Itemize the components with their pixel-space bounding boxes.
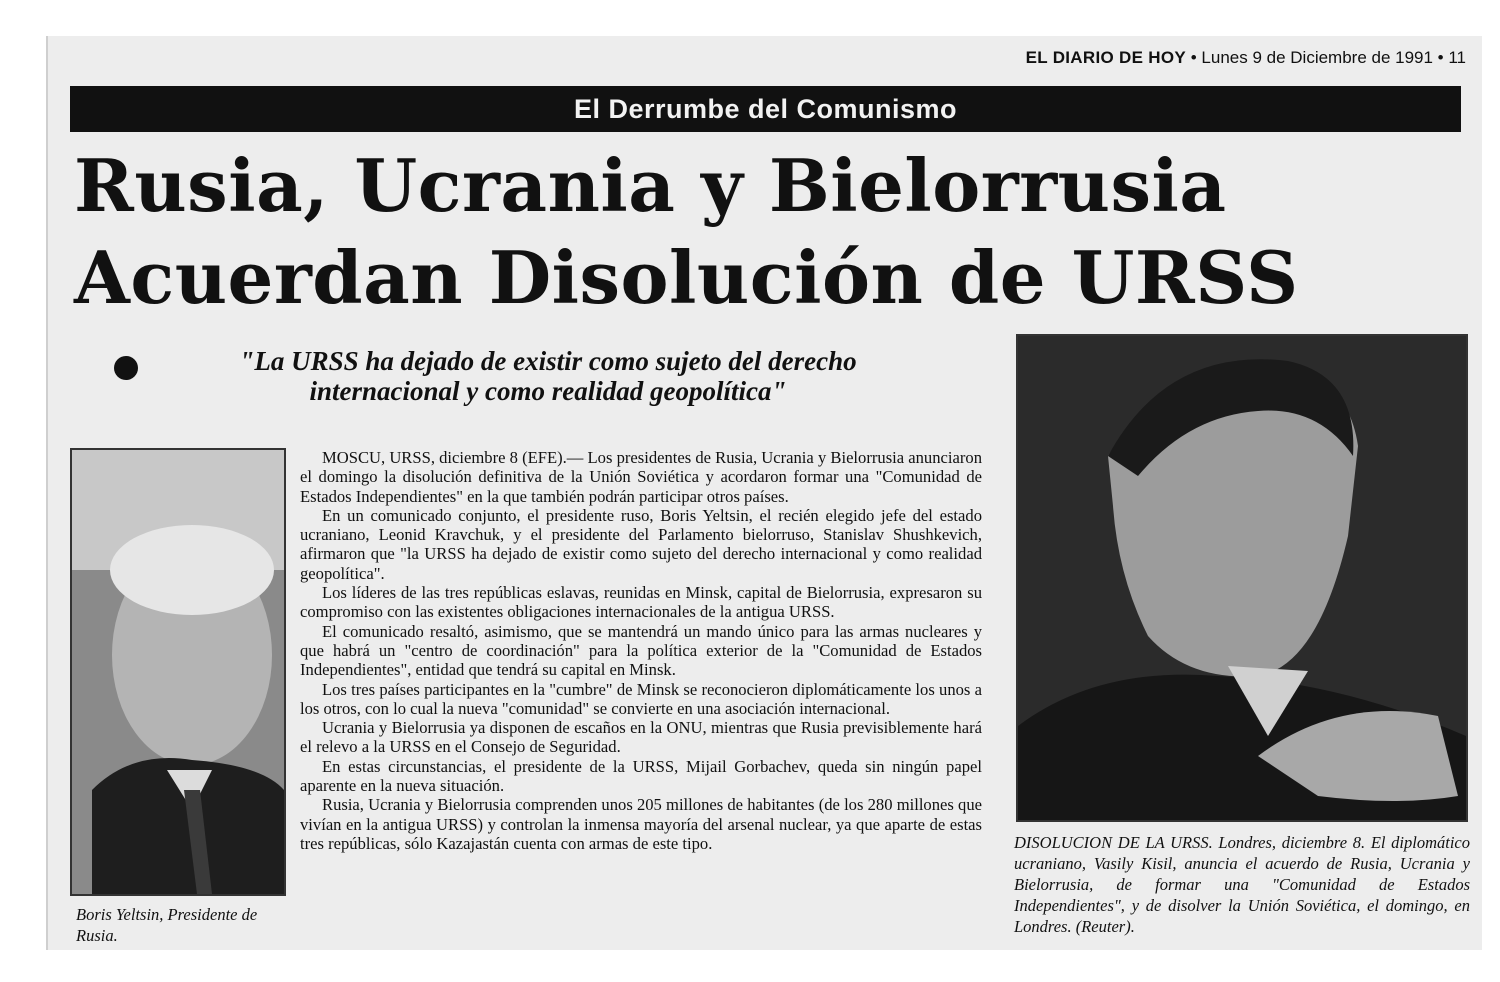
portrait-silhouette-icon	[1018, 336, 1466, 820]
article-paragraph: En estas circunstancias, el presidente de la URSS, Mijail Gorbachev, queda sin ningún papel aparente en la nueva situación.	[300, 756, 982, 796]
article-paragraph: MOSCU, URSS, diciembre 8 (EFE).— Los presidentes de Rusia, Ucrania y Bielorrusia anunciaron el domingo la disolución definitiva de la Unión Soviética y acordaron formar una "Comunidad de Estados Independientes" en la que también podrán participar otros países.	[300, 448, 982, 506]
page-folio	[1026, 48, 1466, 68]
article-body	[300, 448, 982, 853]
kisil-photo	[1016, 334, 1468, 822]
section-title: El Derrumbe del Comunismo	[573, 93, 958, 124]
headline	[74, 140, 1474, 324]
photo-caption-left: Boris Yeltsin, Presidente de Rusia.	[76, 905, 258, 945]
article-paragraph: Los líderes de las tres repúblicas eslavas, reunidas en Minsk, capital de Bielorrusia, expresaron su compromiso con las existentes obligaciones internacionales de la antigua URSS.	[300, 583, 982, 622]
article-paragraph: El comunicado resaltó, asimismo, que se mantendrá un mando único para las armas nucleares y que habrá un "centro de coordinación" para la política exterior de la "Comunidad de Estados Independientes", entidad que tendrá su capital en Minsk.	[300, 621, 982, 680]
yeltsin-photo	[70, 448, 286, 896]
portrait-silhouette-icon	[72, 450, 284, 894]
newspaper-page	[46, 36, 1482, 950]
newspaper-name: EL DIARIO DE HOY	[1025, 48, 1186, 67]
section-banner	[70, 86, 1461, 132]
article-paragraph: Ucrania y Bielorrusia ya disponen de escaños en la ONU, mientras que Rusia previsiblemente hará el relevo a la URSS en el Consejo de Seguridad.	[300, 718, 982, 757]
headline-line-1: Rusia, Ucrania y Bielorrusia	[74, 143, 1227, 228]
article-paragraph: Rusia, Ucrania y Bielorrusia comprenden unos 205 millones de habitantes (de los 280 millones que vivían en la antigua URSS) y controlan la inmensa mayoría del arsenal nuclear, ya que aparte de estas tres repúblicas, sólo Kazajastán cuenta con armas de este tipo.	[300, 795, 982, 853]
photo-caption-right: DISOLUCION DE LA URSS. Londres, diciembre 8. El diplomático ucraniano, Vasily Kisil, anuncia el acuerdo de Rusia, Ucrania y Bielorrusia, de formar una "Comunidad de Estados Independientes", y de disolver la Unión Soviética, el domingo, en Londres. (Reuter).	[1014, 833, 1470, 936]
article-paragraph: Los tres países participantes en la "cumbre" de Minsk se reconocieron diplomáticamente los unos a los otros, con lo cual la nueva "comunidad" se convierte en una asociación internacional.	[300, 679, 982, 718]
article-paragraph: En un comunicado conjunto, el presidente ruso, Boris Yeltsin, el recién elegido jefe del estado ucraniano, Leonid Kravchuk, y el presidente del Parlamento bielorruso, Stanislav Shushkevich, afirmaron que "la URSS ha dejado de existir como sujeto del derecho internacional y como realidad geopolítica".	[300, 505, 982, 583]
pull-quote: "La URSS ha dejado de existir como sujeto del derecho internacional y como realidad geopolítica"	[239, 346, 857, 406]
issue-date: • Lunes 9 de Diciembre de 1991 • 11	[1190, 48, 1466, 67]
bullet-icon	[114, 356, 138, 380]
headline-line-2: Acuerdan Disolución de URSS	[74, 235, 1299, 320]
